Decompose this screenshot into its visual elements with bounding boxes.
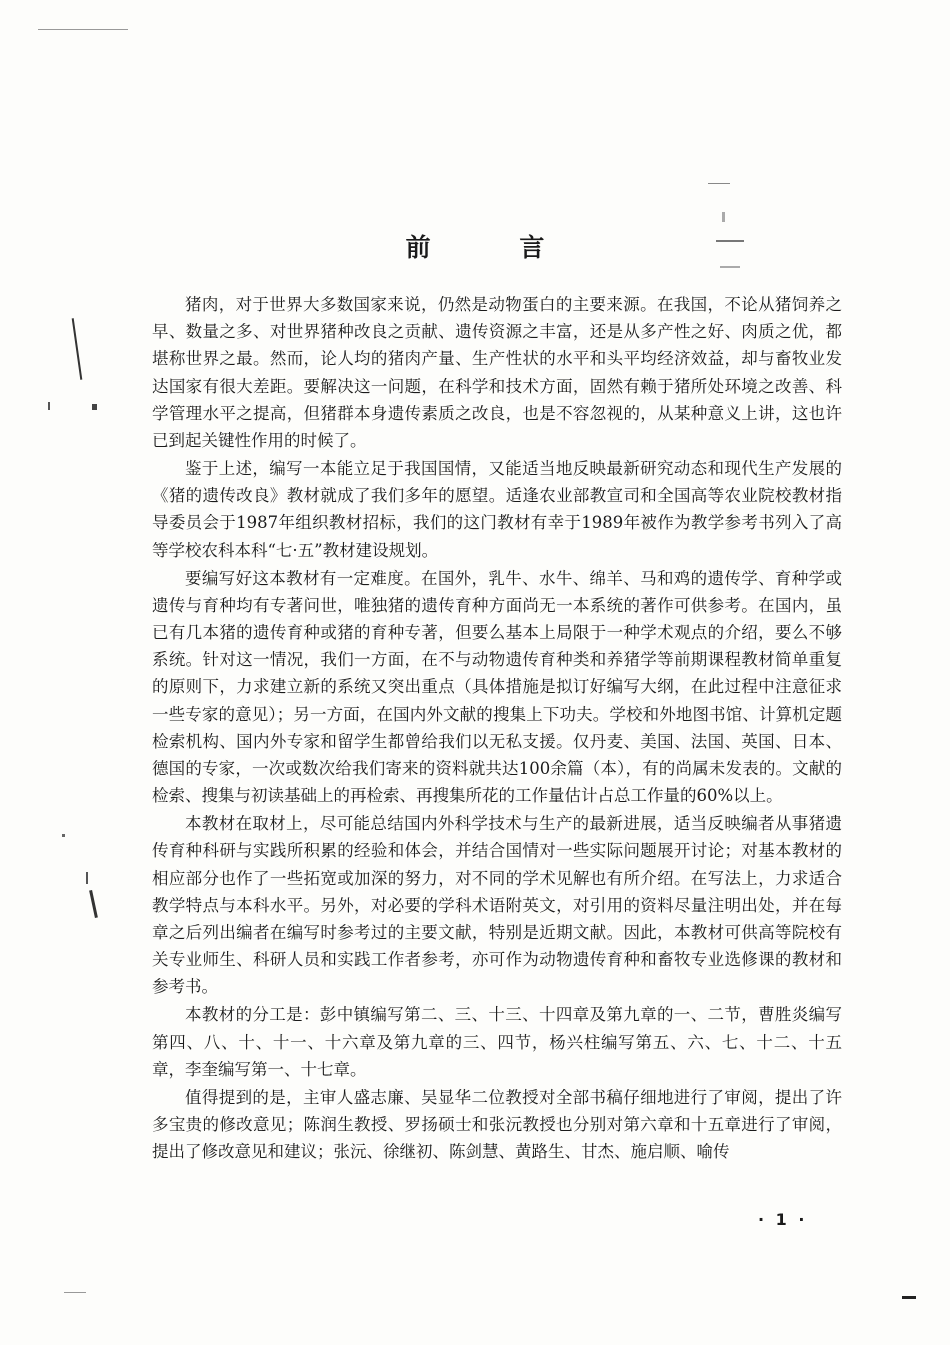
paragraph: 要编写好这本教材有一定难度。在国外，乳牛、水牛、绵羊、马和鸡的遗传学、育种学或遗传与育种均有专著问世，唯独猪的遗传育种方面尚无一本系统的著作可供参考。在国内，虽已有几本猪的遗传育种或猪的育种专著，但要么基本上局限于一种学术观点的介绍，要么不够系统。针对这一情况，我们一方面，在不与动物遗传育种类和养猪学等前期课程教材简单重复的原则下，力求建立新的系统又突出重点（具体措施是拟订好编写大纲，在此过程中注意征求一些专家的意见）；另一方面，在国内外文献的搜集上下功夫。学校和外地图书馆、计算机定题检索机构、国内外专家和留学生都曾给我们以无私支援。仅丹麦、美国、法国、英国、日本、德国的专家，一次或数次给我们寄来的资料就共达100余篇（本），有的尚属未发表的。文献的检索、搜集与初读基础上的再检索、再搜集所花的工作量估计占总工作量的60%以上。 bbox=[152, 568, 842, 806]
scan-mark bbox=[48, 402, 50, 410]
paragraph: 猪肉，对于世界大多数国家来说，仍然是动物蛋白的主要来源。在我国，不论从猪饲养之早、数量之多、对世界猪种改良之贡献、遗传资源之丰富，还是从多产性之好、肉质之优，都堪称世界之最。然而，论人均的猪肉产量、生产性状的水平和头平均经济效益，却与畜牧业发达国家有很大差距。要解决这一问题，在科学和技术方面，固然有赖于猪所处环境之改善、科学管理水平之提高，但猪群本身遗传素质之改良，也是不容忽视的，从某种意义上讲，这也许已到起关键性作用的时候了。 bbox=[152, 295, 842, 451]
scan-mark bbox=[92, 404, 97, 410]
scan-mark bbox=[64, 1292, 86, 1293]
paragraph: 值得提到的是，主审人盛志廉、吴显华二位教授对全部书稿仔细地进行了审阅，提出了许多宝贵的修改意见；陈润生教授、罗扬硕士和张沅教授也分别对第六章和十五章进行了审阅，提出了修改意见和建议；张沅、徐继初、陈剑慧、黄路生、甘杰、施启顺、喻传 bbox=[152, 1087, 842, 1162]
paragraph: 鉴于上述，编写一本能立足于我国国情，又能适当地反映最新研究动态和现代生产发展的《猪的遗传改良》教材就成了我们多年的愿望。适逢农业部教宣司和全国高等农业院校教材指导委员会于1987年组织教材招标，我们的这门教材有幸于1989年被作为教学参考书列入了高等学校农科本科“七·五”教材建设规划。 bbox=[152, 459, 842, 560]
scan-mark bbox=[722, 212, 725, 222]
preface-body bbox=[152, 291, 842, 1166]
scan-mark bbox=[62, 834, 65, 837]
scan-mark bbox=[89, 890, 98, 918]
scan-mark bbox=[86, 872, 88, 884]
page-title: 前 言 bbox=[405, 233, 585, 262]
scan-mark bbox=[708, 183, 730, 184]
paragraph: 本教材在取材上，尽可能总结国内外科学技术与生产的最新进展，适当反映编者从事猪遗传育种科研与实践所积累的经验和体会，并结合国情对一些实际问题展开讨论；对基本教材的相应部分也作了一些拓宽或加深的努力，对不同的学术见解也有所介绍。在写法上，力求适合教学特点与本科水平。另外，对必要的学科术语附英文，对引用的资料尽量注明出处，并在每章之后列出编者在编写时参考过的主要文献，特别是近期文献。因此，本教材可供高等院校有关专业师生、科研人员和实践工作者参考，亦可作为动物遗传育种和畜牧专业选修课的教材和参考书。 bbox=[152, 814, 842, 997]
scan-mark bbox=[720, 266, 740, 268]
scan-mark bbox=[902, 1296, 916, 1299]
paragraph: 本教材的分工是：彭中镇编写第二、三、十三、十四章及第九章的一、二节，曹胜炎编写第四、八、十、十一、十六章及第九章的三、四节，杨兴柱编写第五、六、七、十二、十五章，李奎编写第一、十七章。 bbox=[152, 1005, 842, 1079]
scan-mark bbox=[38, 29, 128, 30]
page-number: · 1 · bbox=[758, 1210, 808, 1229]
scan-mark bbox=[72, 318, 83, 380]
